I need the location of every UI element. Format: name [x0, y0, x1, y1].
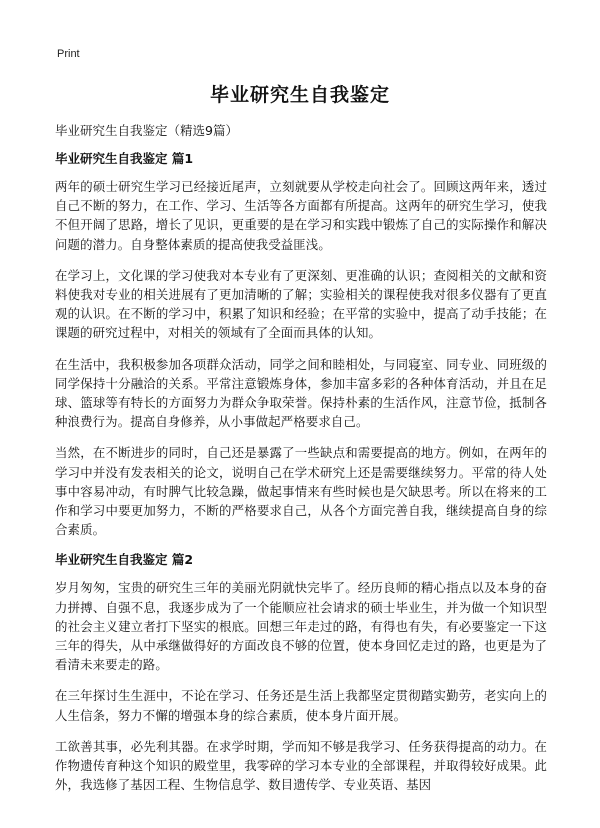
subtitle: 毕业研究生自我鉴定（精选9篇）	[55, 123, 238, 138]
paragraph: 两年的硕士研究生学习已经接近尾声，立刻就要从学校走向社会了。回顾这两年来，透过自己不断的努力，在工作、学习、生活等各方面都有所提高。这两年的研究生学习，使我不但开阔了思路，增长了见识，更重要的是在学习和实践中锻炼了自己的实际操作和解决问题的潜力。自身整体素质的提高使我受益匪浅。	[55, 179, 547, 252]
section-2	[55, 551, 547, 794]
paragraph: 当然，在不断进步的同时，自己还是暴露了一些缺点和需要提高的地方。例如，在两年的学习中并没有发表相关的论文，说明自己在学术研究上还是需要继续努力。平常的待人处事中容易冲动，有时脾气比较急躁，做起事情来有些时候也是欠缺思考。所以在将来的工作和学习中要更加努力，不断的严格要求自己，从各个方面完善自我，继续提高自身的综合素质。	[55, 445, 547, 538]
paragraph: 在三年探讨生生涯中，不论在学习、任务还是生活上我都坚定贯彻踏实勤劳，老实向上的人生信条，努力不懈的增强本身的综合素质，使本身片面开展。	[55, 688, 547, 723]
paragraph: 在学习上，文化课的学习使我对本专业有了更深刻、更准确的认识；查阅相关的文献和资料使我对专业的相关进展有了更加清晰的了解；实验相关的课程使我对很多仪器有了更直观的认识。在不断的学习中，积累了知识和经验；在平常的实验中，提高了动手技能；在课题的研究过程中，对相关的领域有了全面而具体的认知。	[55, 267, 547, 341]
print-link[interactable]: Print	[57, 48, 80, 60]
paragraph: 工欲善其事，必先利其器。在求学时期，学而知不够是我学习、任务获得提高的动力。在作物遗传育种这个知识的殿堂里，我零碎的学习本专业的全部课程，并取得较好成果。此外，我选修了基因工程、生物信息学、数目遗传学、专业英语、基因	[55, 738, 547, 793]
page-title: 毕业研究生自我鉴定	[209, 84, 390, 106]
article-body	[55, 150, 547, 806]
paragraph: 在生活中，我积极参加各项群众活动，同学之间和睦相处，与同寝室、同专业、同班级的同学保持十分融洽的关系。平常注意锻炼身体，参加丰富多彩的各种体育活动，并且在足球、篮球等有特长的方面努力为群众争取荣誉。保持朴素的生活作风，注意节俭，抵制各种浪费行为。提高自身修养，从小事做起严格要求自己。	[55, 356, 547, 430]
section-heading: 毕业研究生自我鉴定 篇1	[55, 151, 194, 166]
section-1	[55, 150, 547, 539]
section-heading: 毕业研究生自我鉴定 篇2	[55, 552, 194, 568]
paragraph: 岁月匆匆，宝贵的研究生三年的美丽光阴就快完毕了。经历良师的精心指点以及本身的奋力拼搏、自强不息，我逐步成为了一个能顺应社会请求的硕士毕业生，并为做一个知识型的社会主义建立者打下坚实的根底。回想三年走过的路，有得也有失，有必要鉴定一下这三年的得失，从中承继做得好的方面改良不够的位置，使本身回忆走过的路，也更是为了看清未来要走的路。	[55, 580, 547, 673]
